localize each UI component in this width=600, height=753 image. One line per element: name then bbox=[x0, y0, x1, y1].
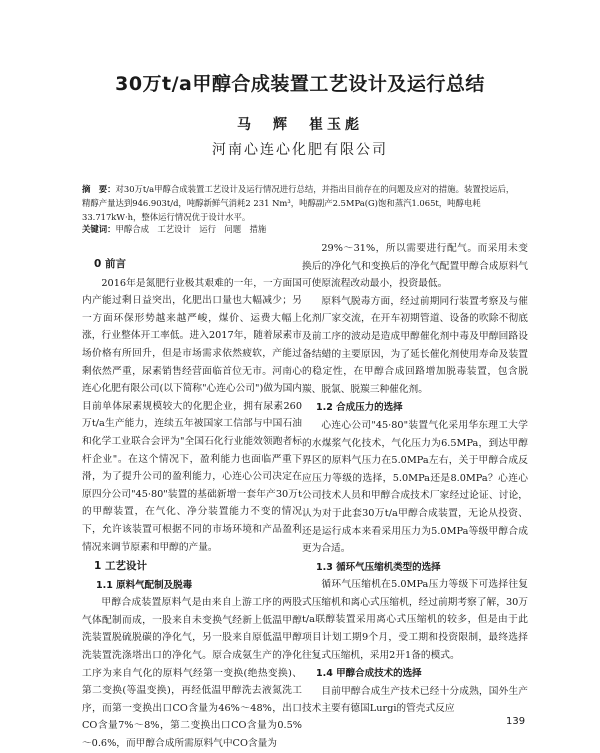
subsection-heading: 1.3 循环气压缩机类型的选择 bbox=[316, 561, 441, 573]
paper-affiliation: 河南心连心化肥有限公司 bbox=[212, 142, 388, 158]
paper-authors: 马 辉 崔玉彪 bbox=[237, 117, 363, 133]
paragraph: 甲醇合成装置原料气是由来自上游工序的两股气体配制而成，一股来自未变换气经新上低温甲醇洗装置脱硫脱碳的净化气，另一股来自原低温甲醇洗装置洗涤塔出口的净化气。原合成氨生产的净化工序为来自气化的原料气经第一变换(绝热变换)、第二变换(等温变换)，再经低温甲醇洗去液氮洗工序，而第一变换出口CO含量为46%～48%，出口CO含量7%～8%，第二变换出口CO含量为0.5%～0.6%，而甲醇合成所需原料气中CO含量为 bbox=[82, 597, 302, 750]
paper-title: 30万t/a甲醇合成装置工艺设计及运行总结 bbox=[115, 73, 485, 95]
paragraph: 原料气脱毒方面，经过前期同行装置考察及与催化剂厂家交流，在开车初期管道、设备的吹除不彻底及前工序的波动是造成甲醇催化剂中毒及甲醇回路设备结蜡的主要原因，为了延长催化剂使用寿命及装置的稳定性，在甲醇合成回路增加脱毒装置，包含脱羰、脱氯、脱羰三种催化剂。 bbox=[302, 295, 528, 395]
paragraph: 循环气压缩机在5.0MPa压力等级下可选择往复式压缩机和离心式压缩机，经过前期考察了解，30万t/a联醇装置采用离心式压缩机的较多，但是由于此项目计划工期9个月，受工期和投资限制，最终选择往复式压缩机，采用2开1备的模式。 bbox=[302, 579, 528, 661]
section-heading: 1 工艺设计 bbox=[94, 560, 147, 573]
right-column bbox=[302, 240, 528, 718]
abstract bbox=[82, 182, 522, 224]
keywords bbox=[82, 222, 522, 236]
subsection-heading: 1.4 甲醇合成技术的选择 bbox=[316, 668, 422, 680]
paragraph: 29%～31%，所以需要进行配气。而采用未变换后的净化气和变换后的净化气配置甲醇合成原料气可使原流程改动最小，投资最低。 bbox=[302, 243, 528, 290]
paragraph: 心连心公司"45·80"装置气化采用华东理工大学的水煤浆气化技术，气化压力为6.5MPa，到达甲醇界区的原料气压力在5.0MPa左右，关于甲醇合成反应压力等级的选择，5.0MPa还是8.0MPa？心连心公司技术人员和甲醇合成技术厂家经过论证、讨论，认为对于此套30万t/a甲醇合成装置，无论从投资、还是运行成本来看采用压力为5.0MPa等级甲醇合成更为合适。 bbox=[302, 419, 528, 555]
paragraph: 2016年是氮肥行业极其艰难的一年，一方面国内产能过剩日益突出，化肥出口量也大幅减少；另一方面环保形势越来越严峻，煤价、运费大幅上涨，行业整体开工率低。进入2017年，随着尿素市场价格有所回升，但是市场需求依然疲软，产能过剩依然严重，尿素销售经营面临首位无市。河南心连心化肥有限公司(以下简称"心连心公司")做为国内目前单体尿素规模较大的化肥企业，拥有尿素260万t/a生产能力，连续五年被国家工信部与中国石油和化学工业联合会评为"全国石化行业能效领跑者标杆企业"。在这个情况下，盈利能力也面临严重下滑，为了提升公司的盈利能力，心连心公司决定在原四分公司"45·80"装置的基础新增一套年产30万t的甲醇装置，在气化、净分装置能力不变的情况下，允许该装置可根据不同的市场环境和产品盈利情况来调节原素和甲醇的产量。 bbox=[82, 277, 302, 553]
page-number: 139 bbox=[506, 716, 526, 727]
subsection-heading: 1.2 合成压力的选择 bbox=[316, 402, 403, 414]
keywords-text: 甲醇合成 工艺设计 运行 问题 措施 bbox=[115, 224, 267, 234]
keywords-label: 关键词： bbox=[82, 224, 116, 234]
paragraph: 目前甲醇合成生产技术已经十分成熟，国外生产技术主要有德国Lurgi的管壳式反应 bbox=[302, 685, 528, 715]
left-column bbox=[82, 254, 302, 753]
abstract-label: 摘 要： bbox=[82, 184, 116, 194]
subsection-heading: 1.1 原料气配制及脱毒 bbox=[96, 579, 193, 591]
abstract-text: 对30万t/a甲醇合成装置工艺设计及运行情况进行总结，并指出目前存在的问题及应对的措施。装置投运后，精醇产量达到946.903t/d，吨醇新鲜气消耗2 231 Nm³，吨醇副产2.5MPa(G)饱和蒸汽1.065t，吨醇电耗33.717kW·h，整体运行情况优于设计水平。 bbox=[82, 184, 515, 222]
section-heading: 0 前言 bbox=[94, 258, 126, 270]
